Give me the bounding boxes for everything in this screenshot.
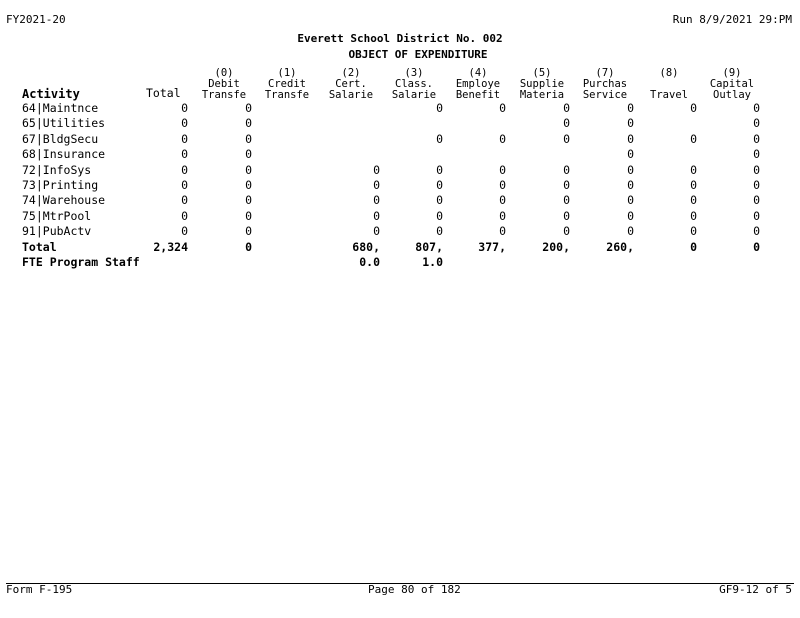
activity-cell: 73|Printing	[22, 178, 99, 192]
column-header-0	[194, 68, 254, 101]
column-header-l1: Purchas	[582, 78, 628, 90]
amount-cell-c4: 0	[499, 131, 506, 146]
amount-cell-c8: 0	[690, 208, 697, 223]
amount-cell-c4: 0	[499, 193, 506, 208]
amount-cell-c4: 0	[499, 208, 506, 223]
amount-cell-c4: 0	[499, 101, 506, 115]
amount-cell-c9: 0	[753, 162, 760, 177]
total-cell: 0	[181, 147, 188, 162]
column-header-1	[257, 68, 317, 101]
total-cell: 0	[181, 131, 188, 146]
column-header-l1: Cert.	[335, 78, 367, 90]
amount-cell-c3: 0	[436, 178, 443, 192]
amount-cell-c3: 0	[436, 208, 443, 223]
amount-cell-c0: 0	[245, 193, 252, 208]
amount-cell-c7: 0	[627, 101, 634, 115]
amount-cell-c5: 200,	[542, 239, 570, 254]
amount-cell-c3: 807,	[415, 239, 443, 254]
amount-cell-c0: 0	[245, 239, 252, 254]
total-cell: 0	[181, 224, 188, 239]
column-header-l1: Supplie	[519, 78, 565, 90]
amount-cell-c3: 1.0	[422, 255, 443, 269]
column-header-l2: Materia	[519, 89, 565, 101]
table-row	[0, 116, 800, 131]
column-header-num: (1)	[277, 68, 297, 79]
amount-cell-c2: 0	[373, 208, 380, 223]
column-header-6	[575, 68, 635, 101]
amount-cell-c4: 0	[499, 224, 506, 239]
column-header-8	[702, 68, 762, 101]
column-header-l1: Class.	[395, 78, 433, 90]
column-header-l2: Salarie	[328, 89, 374, 101]
amount-cell-c8: 0	[690, 101, 697, 115]
amount-cell-c9: 0	[753, 193, 760, 208]
amount-cell-c0: 0	[245, 178, 252, 192]
amount-cell-c3: 0	[436, 162, 443, 177]
amount-cell-c5: 0	[563, 116, 570, 131]
column-header-l1: Capital	[709, 78, 755, 90]
amount-cell-c3: 0	[436, 224, 443, 239]
form-number: Form F-195	[6, 583, 73, 596]
column-header-num: (3)	[404, 68, 424, 79]
amount-cell-c5: 0	[563, 162, 570, 177]
fiscal-year-label: FY2021-20	[6, 13, 66, 26]
amount-cell-c0: 0	[245, 224, 252, 239]
activity-cell: 72|InfoSys	[22, 162, 92, 177]
column-header-l2: Transfe	[201, 89, 247, 101]
amount-cell-c5: 0	[563, 131, 570, 146]
amount-cell-c4: 0	[499, 178, 506, 192]
page-number: Page 80 of 182	[368, 583, 461, 596]
total-cell: 0	[181, 178, 188, 192]
column-header-l2: Outlay	[713, 89, 751, 101]
table-row	[0, 132, 800, 147]
amount-cell-c2: 0	[373, 162, 380, 177]
amount-cell-c5: 0	[563, 193, 570, 208]
column-header-l1: Credit	[268, 78, 306, 90]
amount-cell-c9: 0	[753, 131, 760, 146]
amount-cell-c2: 0	[373, 224, 380, 239]
amount-cell-c3: 0	[436, 193, 443, 208]
amount-cell-c2: 680,	[352, 239, 380, 254]
run-date-label: Run 8/9/2021 29:PM	[672, 13, 792, 26]
total-cell: 0	[181, 101, 188, 115]
amount-cell-c9: 0	[753, 224, 760, 239]
activity-column-header: Activity	[22, 87, 80, 101]
amount-cell-c0: 0	[245, 131, 252, 146]
column-header-l1: Debit	[208, 78, 240, 90]
activity-cell: 74|Warehouse	[22, 193, 106, 208]
amount-cell-c7: 0	[627, 131, 634, 146]
amount-cell-c7: 0	[627, 208, 634, 223]
amount-cell-c8: 0	[690, 178, 697, 192]
report-subtitle: OBJECT OF EXPENDITURE	[348, 48, 488, 61]
total-cell: 0	[181, 208, 188, 223]
column-header-7	[639, 68, 699, 101]
amount-cell-c5: 0	[563, 101, 570, 115]
column-header-num: (9)	[722, 68, 742, 79]
table-row	[0, 101, 800, 116]
activity-cell: 65|Utilities	[22, 116, 106, 131]
table-row	[0, 178, 800, 193]
amount-cell-c5: 0	[563, 224, 570, 239]
table-row	[0, 147, 800, 162]
activity-cell: 68|Insurance	[22, 147, 106, 162]
amount-cell-c2: 0	[373, 193, 380, 208]
table-row	[0, 224, 800, 239]
amount-cell-c8: 0	[690, 239, 697, 254]
amount-cell-c4: 377,	[478, 239, 506, 254]
amount-cell-c8: 0	[690, 224, 697, 239]
amount-cell-c5: 0	[563, 178, 570, 192]
column-header-l2: Salarie	[391, 89, 437, 101]
column-header-l2: Service	[582, 89, 628, 101]
activity-cell: 75|MtrPool	[22, 208, 92, 223]
amount-cell-c8: 0	[690, 193, 697, 208]
amount-cell-c9: 0	[753, 147, 760, 162]
amount-cell-c7: 0	[627, 147, 634, 162]
column-header-2	[321, 68, 381, 101]
column-header-l2: Travel	[650, 89, 688, 101]
amount-cell-c7: 260,	[606, 239, 634, 254]
amount-cell-c2: 0	[373, 178, 380, 192]
total-column-header: Total	[146, 86, 181, 100]
amount-cell-c3: 0	[436, 101, 443, 115]
amount-cell-c0: 0	[245, 162, 252, 177]
amount-cell-c7: 0	[627, 224, 634, 239]
total-cell: 0	[181, 193, 188, 208]
column-header-5	[512, 68, 572, 101]
total-cell: 0	[181, 116, 188, 131]
activity-cell: 91|PubActv	[22, 224, 92, 239]
amount-cell-c9: 0	[753, 208, 760, 223]
activity-cell: FTE Program Staff	[22, 255, 140, 269]
table-row	[0, 255, 800, 270]
amount-cell-c0: 0	[245, 116, 252, 131]
activity-cell: 67|BldgSecu	[22, 131, 99, 146]
column-header-num: (0)	[214, 68, 234, 79]
table-row	[0, 163, 800, 178]
amount-cell-c7: 0	[627, 178, 634, 192]
column-header-3	[384, 68, 444, 101]
column-header-num: (8)	[659, 68, 679, 79]
report-title: Everett School District No. 002	[297, 32, 503, 45]
column-header-l1: Employe	[455, 78, 501, 90]
amount-cell-c9: 0	[753, 178, 760, 192]
column-header-num: (7)	[595, 68, 615, 79]
amount-cell-c2: 0.0	[359, 255, 380, 269]
column-header-num: (2)	[341, 68, 361, 79]
amount-cell-c4: 0	[499, 162, 506, 177]
column-header-num: (5)	[532, 68, 552, 79]
table-row	[0, 240, 800, 255]
amount-cell-c0: 0	[245, 101, 252, 115]
activity-cell: 64|Maintnce	[22, 101, 99, 115]
table-row	[0, 193, 800, 208]
column-header-4	[448, 68, 508, 101]
activity-cell: Total	[22, 239, 57, 254]
amount-cell-c7: 0	[627, 116, 634, 131]
amount-cell-c3: 0	[436, 131, 443, 146]
amount-cell-c9: 0	[753, 116, 760, 131]
column-header-l2: Transfe	[264, 89, 310, 101]
column-header-l2: Benefit	[455, 89, 501, 101]
column-header-num: (4)	[468, 68, 488, 79]
amount-cell-c9: 0	[753, 239, 760, 254]
amount-cell-c8: 0	[690, 131, 697, 146]
amount-cell-c9: 0	[753, 101, 760, 115]
amount-cell-c7: 0	[627, 193, 634, 208]
form-code: GF9-12 of 5	[719, 583, 792, 596]
amount-cell-c0: 0	[245, 208, 252, 223]
total-cell: 0	[181, 162, 188, 177]
amount-cell-c8: 0	[690, 162, 697, 177]
total-cell: 2,324	[153, 239, 188, 254]
table-row	[0, 209, 800, 224]
amount-cell-c7: 0	[627, 162, 634, 177]
amount-cell-c0: 0	[245, 147, 252, 162]
amount-cell-c5: 0	[563, 208, 570, 223]
